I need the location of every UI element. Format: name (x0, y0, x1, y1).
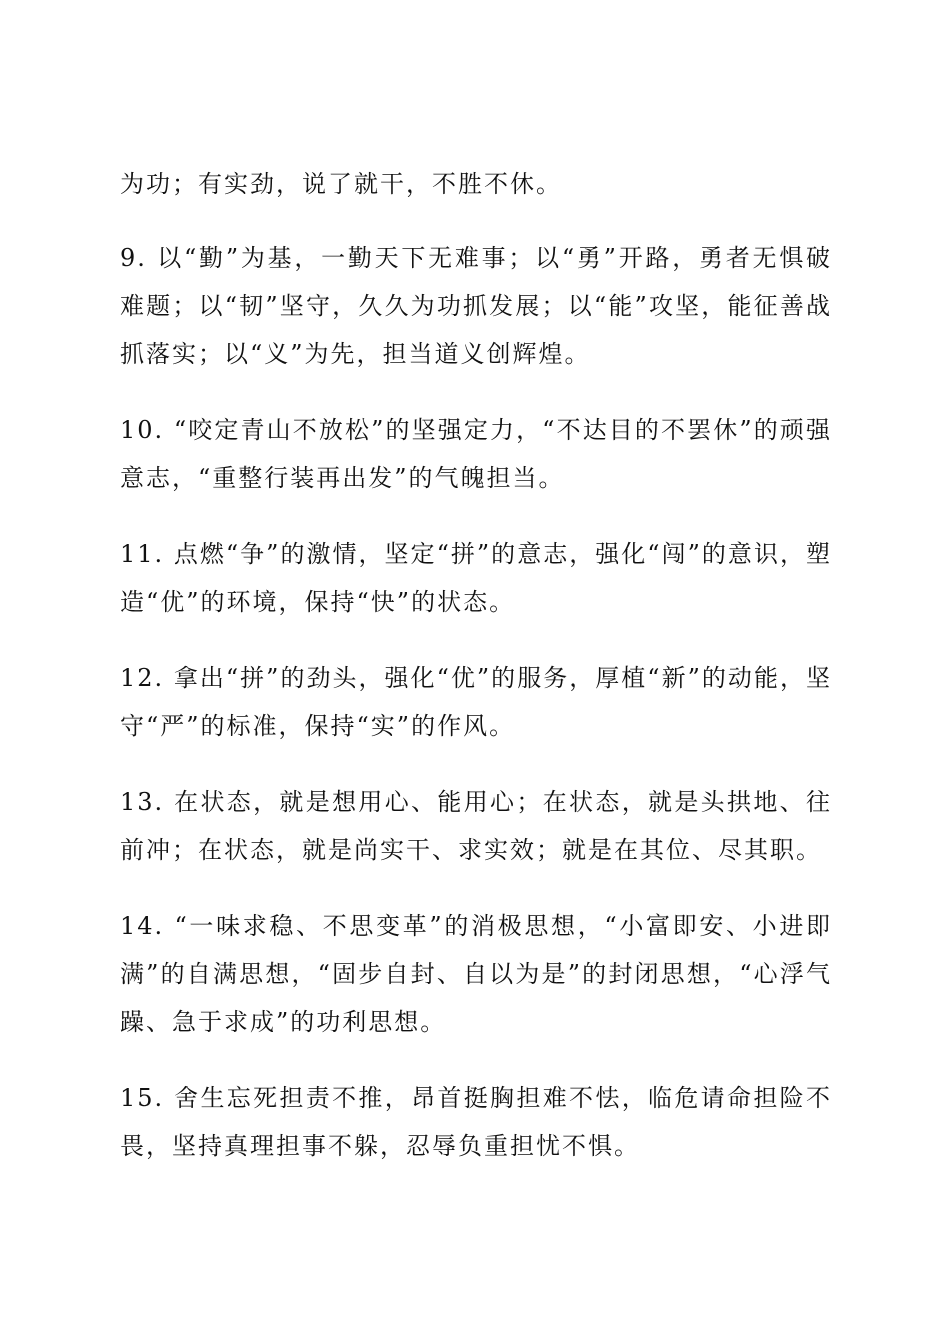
paragraph-item-13: 13. 在状态，就是想用心、能用心；在状态，就是头拱地、往前冲；在状态，就是尚实干、求实效；就是在其位、尽其职。 (120, 788, 832, 864)
paragraph-item-15: 15. 舍生忘死担责不推，昂首挺胸担难不怯，临危请命担险不畏，坚持真理担事不躲，忍辱负重担忧不惧。 (120, 1084, 832, 1160)
paragraph-item-9: 9. 以“勤”为基，一勤天下无难事；以“勇”开路，勇者无惧破难题；以“韧”坚守，久久为功抓发展；以“能”攻坚，能征善战抓落实；以“义”为先，担当道义创辉煌。 (120, 244, 832, 368)
paragraph-item-11: 11. 点燃“争”的激情，坚定“拼”的意志，强化“闯”的意识，塑造“优”的环境，保持“快”的状态。 (120, 540, 832, 616)
paragraph-item-10: 10. “咬定青山不放松”的坚强定力，“不达目的不罢休”的顽强意志，“重整行装再出发”的气魄担当。 (120, 416, 832, 492)
document-body (120, 160, 832, 1198)
paragraph-continuation: 为功；有实劲，说了就干，不胜不休。 (120, 170, 562, 198)
paragraph-item-12: 12. 拿出“拼”的劲头，强化“优”的服务，厚植“新”的动能，坚守“严”的标准，保持“实”的作风。 (120, 664, 832, 740)
paragraph-item-14: 14. “一味求稳、不思变革”的消极思想，“小富即安、小进即满”的自满思想，“固步自封、自以为是”的封闭思想，“心浮气躁、急于求成”的功利思想。 (120, 912, 832, 1036)
